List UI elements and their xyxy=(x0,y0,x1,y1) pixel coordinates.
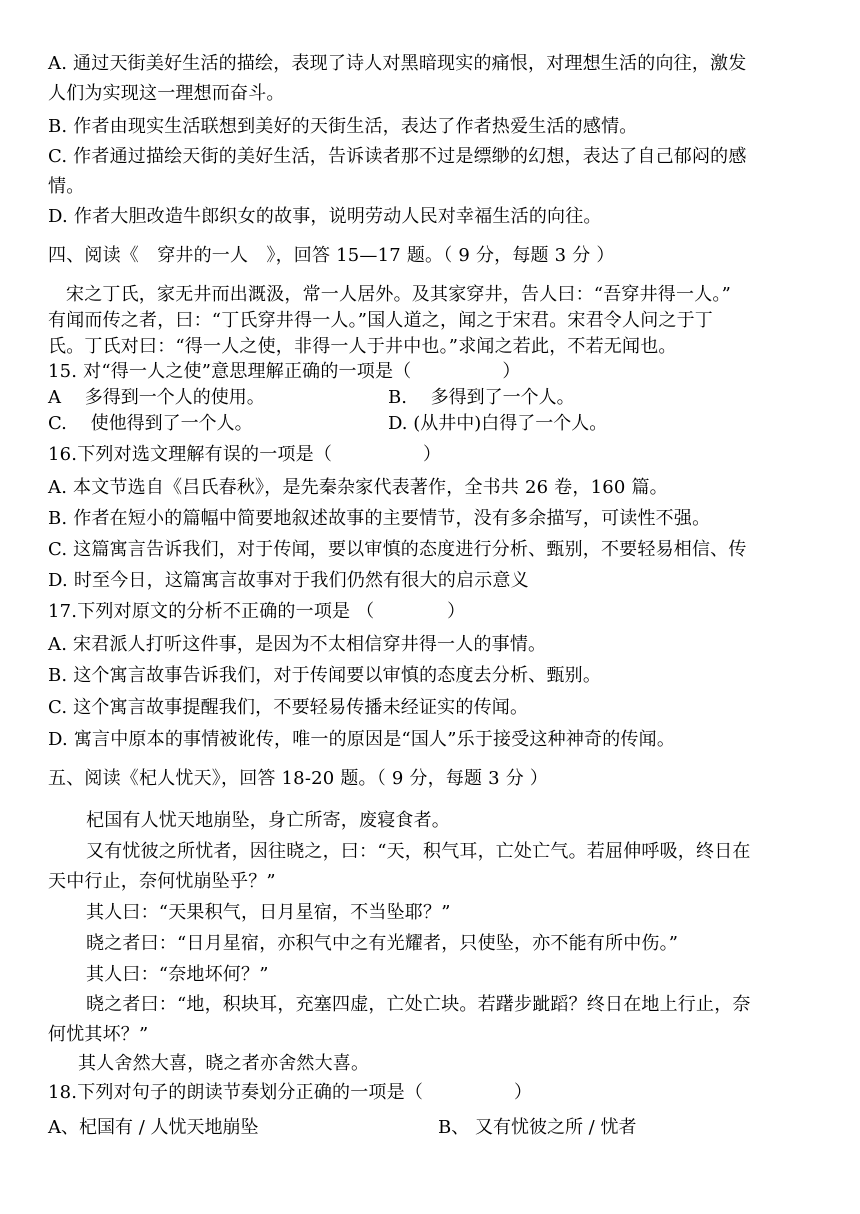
option-d: D. 作者大胆改造牛郎织女的故事，说明劳动人民对幸福生活的向往。 xyxy=(48,206,602,227)
story-line1: 杞国有人忧天地崩坠，身亡所寄，废寝食者。 xyxy=(86,810,450,831)
option-c-line1: C. 作者通过描绘天街的美好生活，告诉读者那不过是缥缈的幻想，表达了自己郁闷的感 xyxy=(48,146,747,167)
q15-option-c: C. 使他得到了一个人。 xyxy=(48,413,253,434)
story-line9: 其人舍然大喜，晓之者亦舍然大喜。 xyxy=(78,1053,370,1074)
q18-option-a: A、杞国有 / 人忧天地崩坠 xyxy=(48,1117,259,1138)
section-five-heading: 五、阅读《杞人忧天》，回答 18-20 题。（ 9 分，每题 3 分 ） xyxy=(48,768,549,789)
q17-option-d: D. 寓言中原本的事情被讹传，唯一的原因是“国人”乐于接受这种神奇的传闻。 xyxy=(48,729,676,750)
passage-line3: 氏。丁氏对曰：“得一人之使，非得一人于井中也。”求闻之若此，不若无闻也。 xyxy=(48,336,677,357)
q16-option-d: D. 时至今日，这篇寓言故事对于我们仍然有很大的启示意义 xyxy=(48,570,529,591)
story-line8: 何忧其坏？” xyxy=(48,1024,149,1045)
option-a-line2: 人们为实现这一理想而奋斗。 xyxy=(48,83,285,104)
option-a-line1: A. 通过天街美好生活的描绘，表现了诗人对黑暗现实的痛恨，对理想生活的向往，激发 xyxy=(48,53,747,74)
question-16: 16.下列对选文理解有误的一项是（ ） xyxy=(48,444,442,465)
q15-option-b: B. 多得到了一个人。 xyxy=(388,387,575,408)
q17-option-b: B. 这个寓言故事告诉我们，对于传闻要以审慎的态度去分析、甄别。 xyxy=(48,665,602,686)
section-four-heading: 四、阅读《 穿井的一人 》，回答 15—17 题。（ 9 分，每题 3 分 ） xyxy=(48,245,615,266)
question-18: 18.下列对句子的朗读节奏划分正确的一项是（ ） xyxy=(48,1082,533,1103)
story-line5: 晓之者曰：“日月星宿，亦积气中之有光耀者，只使坠，亦不能有所中伤。” xyxy=(86,933,679,954)
question-15: 15. 对“得一人之使”意思理解正确的一项是（ ） xyxy=(48,361,521,382)
passage-line2: 有闻而传之者，曰：“丁氏穿井得一人。”国人道之，闻之于宋君。宋君令人问之于丁 xyxy=(48,310,714,331)
story-line7: 晓之者曰：“地，积块耳，充塞四虚，亡处亡块。若躇步跐蹈？终日在地上行止，奈 xyxy=(86,994,751,1015)
q16-option-b: B. 作者在短小的篇幅中简要地叙述故事的主要情节，没有多余描写，可读性不强。 xyxy=(48,508,711,529)
story-line3: 天中行止，奈何忧崩坠乎？” xyxy=(48,871,276,892)
q17-option-c: C. 这个寓言故事提醒我们，不要轻易传播未经证实的传闻。 xyxy=(48,697,529,718)
q15-option-d: D. (从井中)白得了一个人。 xyxy=(388,413,608,434)
passage-line1: 宋之丁氏，家无井而出溉汲，常一人居外。及其家穿井，告人曰：“吾穿井得一人。” xyxy=(66,284,732,305)
q15-option-a: A 多得到一个人的使用。 xyxy=(48,387,265,408)
story-line2: 又有忧彼之所忧者，因往晓之，曰：“天，积气耳，亡处亡气。若屈伸呼吸，终日在 xyxy=(86,841,751,862)
q16-option-c: C. 这篇寓言告诉我们，对于传闻，要以审慎的态度进行分析、甄别，不要轻易相信、传 xyxy=(48,539,747,560)
story-line4: 其人曰：“天果积气，日月星宿，不当坠耶？” xyxy=(86,902,451,923)
q18-option-b: B、 又有忧彼之所 / 忧者 xyxy=(438,1117,637,1138)
option-c-line2: 情。 xyxy=(48,176,85,197)
option-b: B. 作者由现实生活联想到美好的天街生活，表达了作者热爱生活的感情。 xyxy=(48,116,638,137)
question-17: 17.下列对原文的分析不正确的一项是 （ ） xyxy=(48,601,466,622)
q16-option-a: A. 本文节选自《吕氏春秋》，是先秦杂家代表著作，全书共 26 卷，160 篇。 xyxy=(48,477,668,498)
q17-option-a: A. 宋君派人打听这件事，是因为不太相信穿井得一人的事情。 xyxy=(48,634,547,655)
story-line6: 其人曰：“奈地坏何？” xyxy=(86,964,269,985)
